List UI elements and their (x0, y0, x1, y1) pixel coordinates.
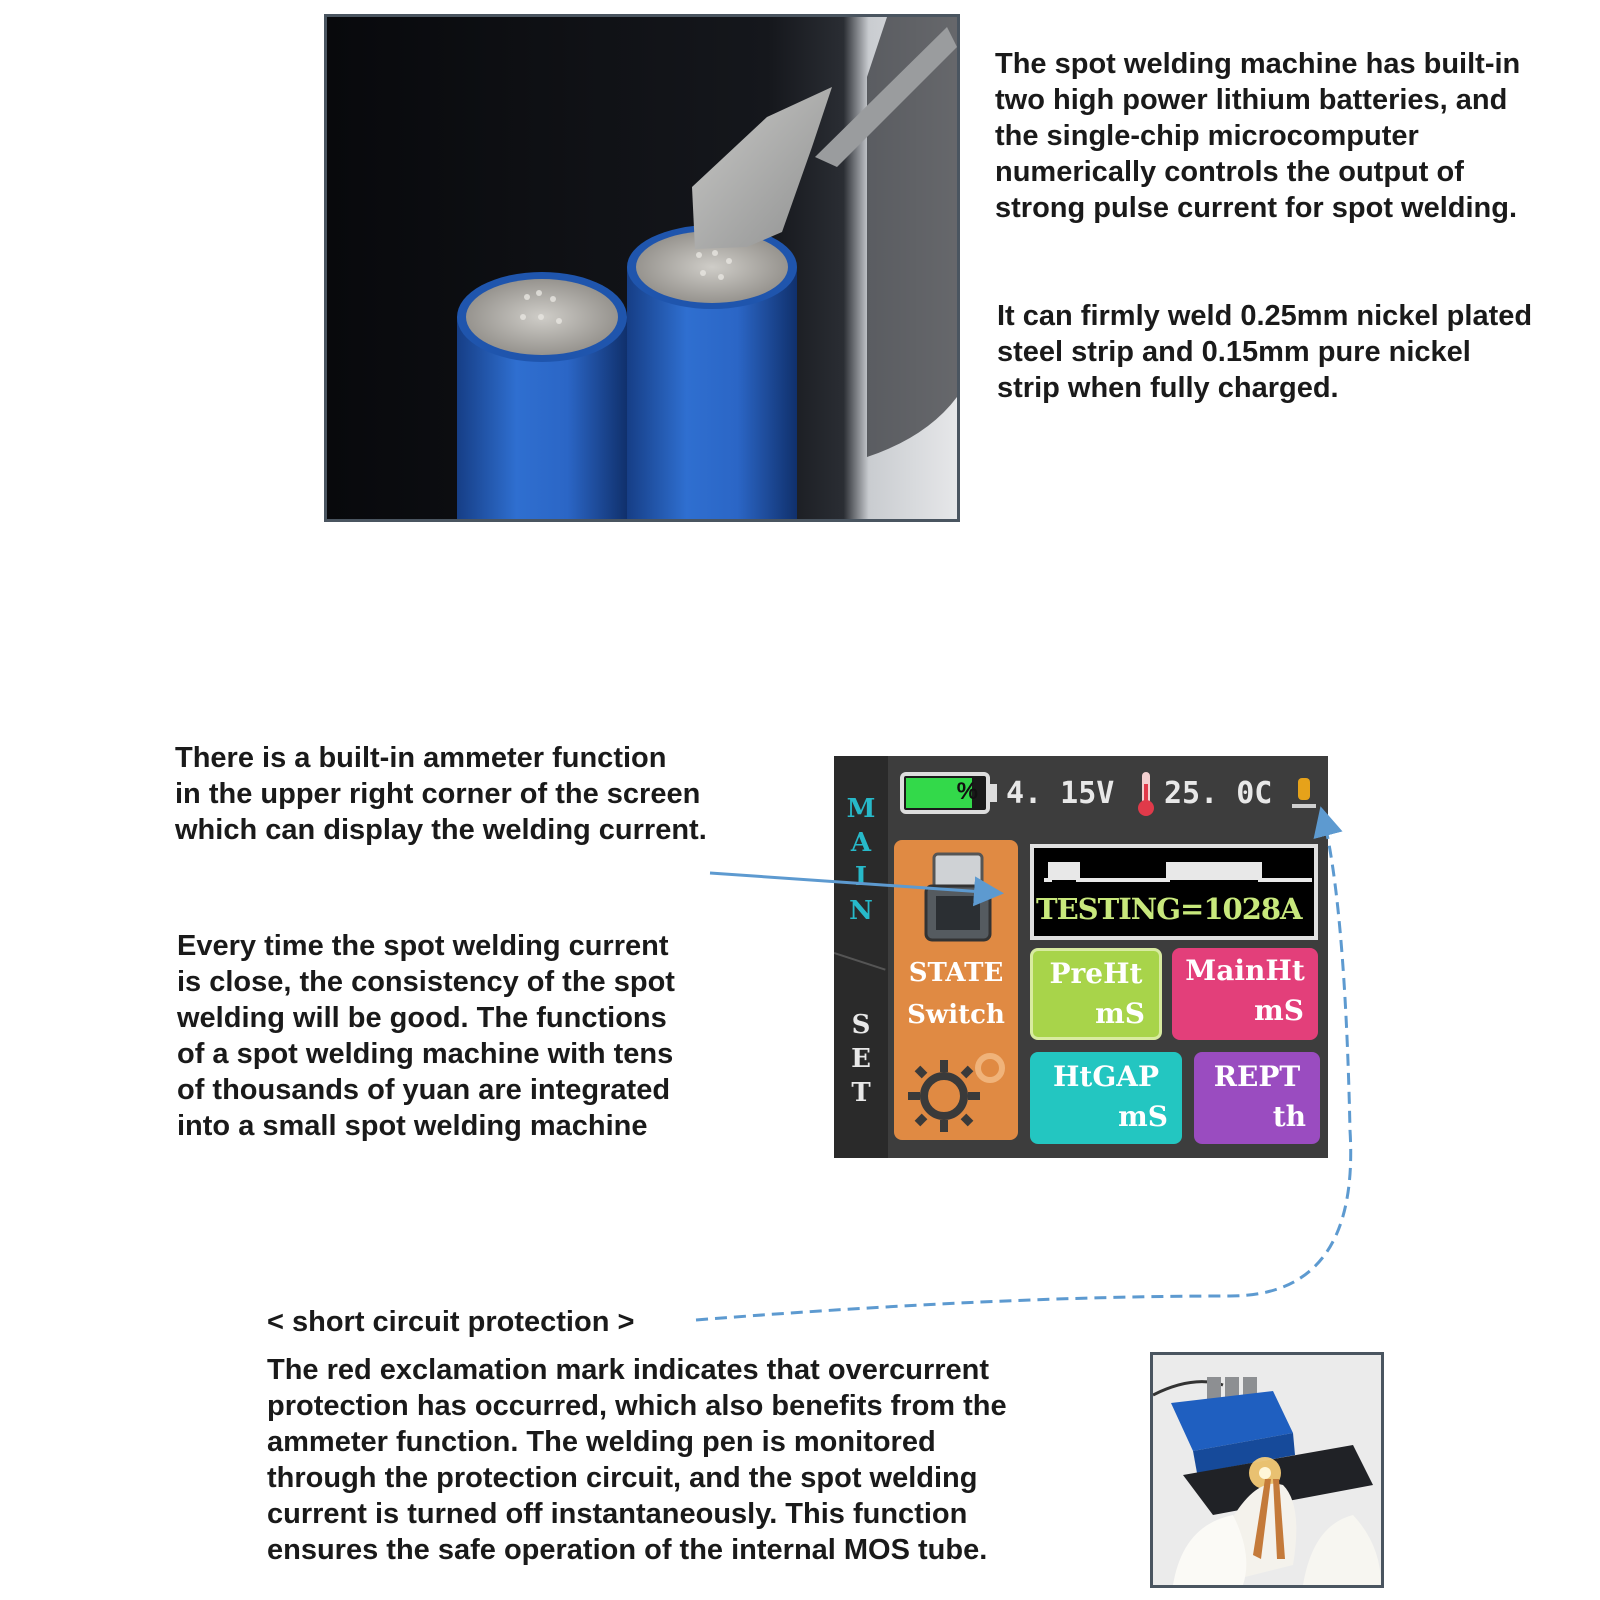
battery-welding-illustration (327, 17, 957, 519)
tab-main-letter: A (850, 828, 872, 858)
voltage-readout: 4. 15V (1006, 776, 1115, 811)
consistency-note (177, 928, 675, 1144)
consistency-line: welding will be good. The functions (177, 1002, 667, 1034)
protection-line: protection has occurred, which also benefits from the (267, 1390, 1007, 1422)
ammeter-line: which can display the welding current. (175, 814, 707, 846)
mainht-tile[interactable] (1172, 948, 1318, 1040)
state-switch-tile[interactable] (894, 840, 1018, 1140)
mainht-label: MainHt (1185, 954, 1305, 987)
protection-line: ammeter function. The welding pen is monitored (267, 1426, 936, 1458)
consistency-line: Every time the spot welding current (177, 930, 669, 962)
temperature-readout: 25. 0C (1164, 776, 1273, 811)
ammeter-line: There is a built-in ammeter function (175, 742, 667, 774)
gear-icon (902, 1046, 1012, 1136)
intro-paragraph (995, 46, 1520, 226)
tab-main-letter: M (846, 794, 876, 824)
capacity-line: steel strip and 0.15mm pure nickel (997, 336, 1471, 368)
capacity-line: strip when fully charged. (997, 372, 1339, 404)
preht-unit: mS (1095, 997, 1145, 1030)
state-tile-label: STATE (908, 958, 1004, 988)
welder-screen (834, 756, 1328, 1158)
intro-line: two high power lithium batteries, and (995, 84, 1508, 116)
tab-set-letter: T (851, 1078, 871, 1108)
welding-pen-illustration (1153, 1355, 1381, 1585)
welding-pen-photo (1150, 1352, 1384, 1588)
htgap-unit: mS (1118, 1100, 1168, 1133)
ammeter-line: in the upper right corner of the screen (175, 778, 701, 810)
tab-main[interactable] (838, 792, 884, 962)
mainht-unit: mS (1254, 994, 1304, 1027)
tab-main-letter: N (849, 896, 873, 926)
consistency-line: into a small spot welding machine (177, 1110, 648, 1142)
usb-device-icon (918, 848, 998, 948)
battery-welding-photo (324, 14, 960, 522)
protection-line: through the protection circuit, and the spot welding (267, 1462, 978, 1494)
battery-indicator (900, 772, 990, 814)
tab-set-letter: S (851, 1010, 871, 1040)
current-readout: TESTING=1028A (1036, 892, 1302, 926)
consistency-line: of a spot welding machine with tens (177, 1038, 674, 1070)
preht-tile[interactable] (1030, 948, 1162, 1040)
battery-terminal (990, 784, 997, 802)
intro-line: strong pulse current for spot welding. (995, 192, 1518, 224)
battery-percent-label: % (956, 778, 978, 805)
tab-set[interactable] (838, 1008, 884, 1118)
protection-paragraph (267, 1352, 1007, 1568)
protection-heading: < short circuit protection > (267, 1306, 635, 1338)
pulse-waveform (1038, 850, 1318, 890)
switch-tile-label: Switch (907, 1000, 1005, 1030)
weld-capacity-paragraph (997, 298, 1532, 406)
protection-line: current is turned off instantaneously. This function (267, 1498, 968, 1530)
capacity-line: It can firmly weld 0.25mm nickel plated (997, 300, 1533, 332)
consistency-line: is close, the consistency of the spot (177, 966, 675, 998)
rept-unit: th (1272, 1100, 1306, 1133)
protection-line: ensures the safe operation of the internal MOS tube. (267, 1534, 988, 1566)
protection-line: The red exclamation mark indicates that overcurrent (267, 1354, 990, 1386)
rept-label: REPT (1213, 1060, 1301, 1093)
protection-title (267, 1304, 634, 1340)
htgap-label: HtGAP (1052, 1060, 1160, 1093)
ammeter-note (175, 740, 707, 848)
htgap-tile[interactable] (1030, 1052, 1182, 1144)
tab-set-letter: E (851, 1044, 871, 1074)
ammeter-icon (1290, 776, 1318, 814)
consistency-line: of thousands of yuan are integrated (177, 1074, 671, 1106)
tab-main-letter: I (854, 862, 868, 892)
intro-line: The spot welding machine has built-in (995, 48, 1521, 80)
intro-line: the single-chip microcomputer (995, 120, 1419, 152)
preht-label: PreHt (1049, 957, 1143, 990)
thermometer-icon (1134, 770, 1158, 818)
rept-tile[interactable] (1194, 1052, 1320, 1144)
intro-line: numerically controls the output of (995, 156, 1464, 188)
current-readout-box (1030, 844, 1318, 940)
